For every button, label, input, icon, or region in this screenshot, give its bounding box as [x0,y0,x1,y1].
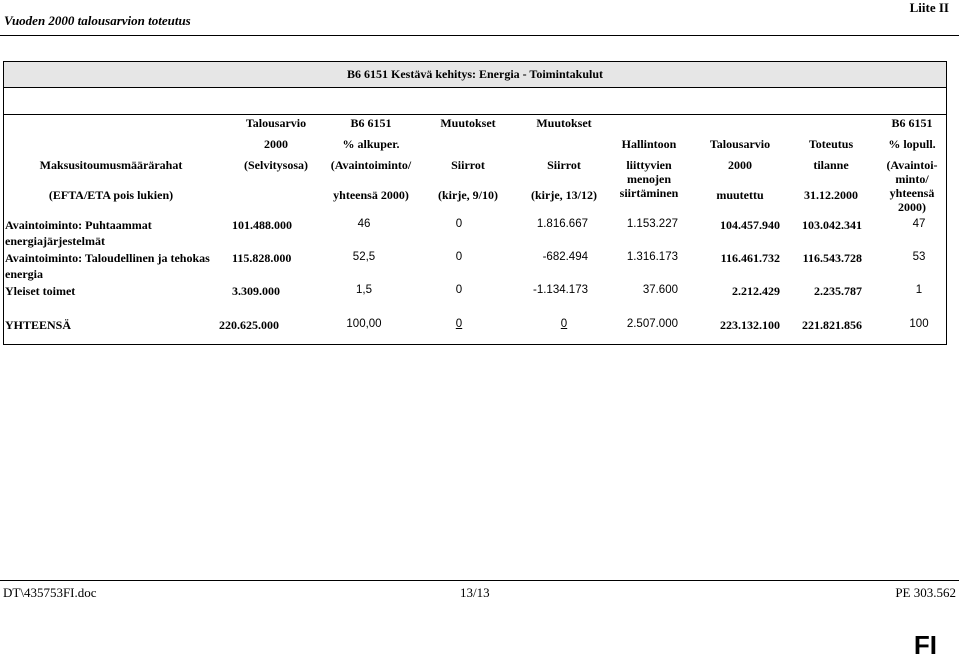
row2-amended: 116.461.732 [720,251,780,265]
total-budget: 220.625.000 [219,318,279,332]
row2-exec: 116.543.728 [802,251,862,265]
col-header-pct-1: B6 6151 [350,116,392,130]
row1-admin: 1.153.227 [626,218,678,230]
col-header-t1-2: Siirrot [451,158,485,172]
col-header-pct-2: % alkuper. [342,137,400,151]
total-name: YHTEENSÄ [5,318,72,332]
row1-budget: 101.488.000 [232,218,292,232]
annex-label: Liite II [909,0,949,15]
col-header-budget-2: 2000 [264,137,288,151]
col-header-final-4: minto/ [895,172,929,186]
row3-amended: 2.212.429 [732,284,780,298]
row3-pct-final: 1 [915,284,923,296]
total-amended: 223.132.100 [720,318,780,332]
header-band-divider [4,114,946,115]
col-header-pct-4: yhteensä 2000) [333,188,409,202]
col-header-exec-3: 31.12.2000 [804,188,858,202]
row2-name-2: energia [5,267,43,281]
col-header-admin-2: liittyvien [626,158,672,172]
row3-t2: -1.134.173 [533,284,588,296]
row3-name-1: Yleiset toimet [5,284,76,298]
row1-name-1: Avaintoiminto: Puhtaammat [5,218,152,232]
footer-doc-ref: DT\435753FI.doc [3,585,97,600]
col-header-budget-3: (Selvitysosa) [244,158,308,172]
col-header-final-6: 2000) [898,200,926,214]
col-header-admin-3: menojen [627,172,671,186]
col-header-budget-1: Talousarvio [245,116,307,130]
table-title: B6 6151 Kestävä kehitys: Energia - Toimintakulut [346,67,604,81]
col-header-t2-3: (kirje, 13/12) [531,188,597,202]
footer-page-number: 13/13 [460,585,490,600]
row3-t1: 0 [455,284,463,296]
row3-pct: 1,5 [356,284,372,296]
col-header-final-2: % lopull. [888,137,936,151]
total-pct-final: 100 [909,318,929,330]
row1-t2: 1.816.667 [536,218,588,230]
row2-pct: 52,5 [352,251,376,263]
col-header-t1-1: Muutokset [440,116,496,130]
row2-admin: 1.316.173 [626,251,678,263]
footer-rule [0,580,959,581]
col-header-name-2: (EFTA/ETA pois lukien) [48,188,174,202]
row2-budget: 115.828.000 [232,251,292,265]
language-code: FI [913,630,937,660]
total-admin: 2.507.000 [626,318,678,330]
col-header-t2-1: Muutokset [536,116,592,130]
budget-table [3,61,947,345]
row1-name-2: energiajärjestelmät [5,234,105,248]
header-rule [0,35,959,36]
col-header-final-1: B6 6151 [891,116,933,130]
col-header-t2-2: Siirrot [547,158,581,172]
row2-t2: -682.494 [542,251,588,263]
row3-admin: 37.600 [642,284,678,296]
col-header-exec-1: Toteutus [808,137,854,151]
row2-t1: 0 [455,251,463,263]
col-header-pct-3: (Avaintoiminto/ [330,158,412,172]
col-header-admin-4: siirtäminen [619,186,679,200]
row1-pct: 46 [357,218,371,230]
total-t1: 0 [455,318,463,330]
footer-pe-ref: PE 303.562 [895,585,956,600]
total-exec: 221.821.856 [802,318,862,332]
total-t2: 0 [560,318,568,330]
col-header-t1-3: (kirje, 9/10) [438,188,498,202]
header-title: Vuoden 2000 talousarvion toteutus [4,13,191,28]
table-title-band [4,62,946,88]
row2-pct-final: 53 [912,251,926,263]
col-header-amended-1: Talousarvio [709,137,771,151]
col-header-amended-2: 2000 [728,158,752,172]
row2-name-1: Avaintoiminto: Taloudellinen ja tehokas [5,251,210,265]
row1-exec: 103.042.341 [802,218,862,232]
col-header-amended-3: muutettu [716,188,764,202]
row3-exec: 2.235.787 [814,284,862,298]
row1-t1: 0 [455,218,463,230]
col-header-admin-1: Hallintoon [621,137,677,151]
row1-amended: 104.457.940 [720,218,780,232]
col-header-final-5: yhteensä [889,186,935,200]
row3-budget: 3.309.000 [232,284,280,298]
col-header-name-1: Maksusitoumusmäärärahat [39,158,183,172]
col-header-exec-2: tilanne [813,158,849,172]
row1-pct-final: 47 [912,218,926,230]
col-header-final-3: (Avaintoi- [886,158,938,172]
total-pct: 100,00 [346,318,382,330]
